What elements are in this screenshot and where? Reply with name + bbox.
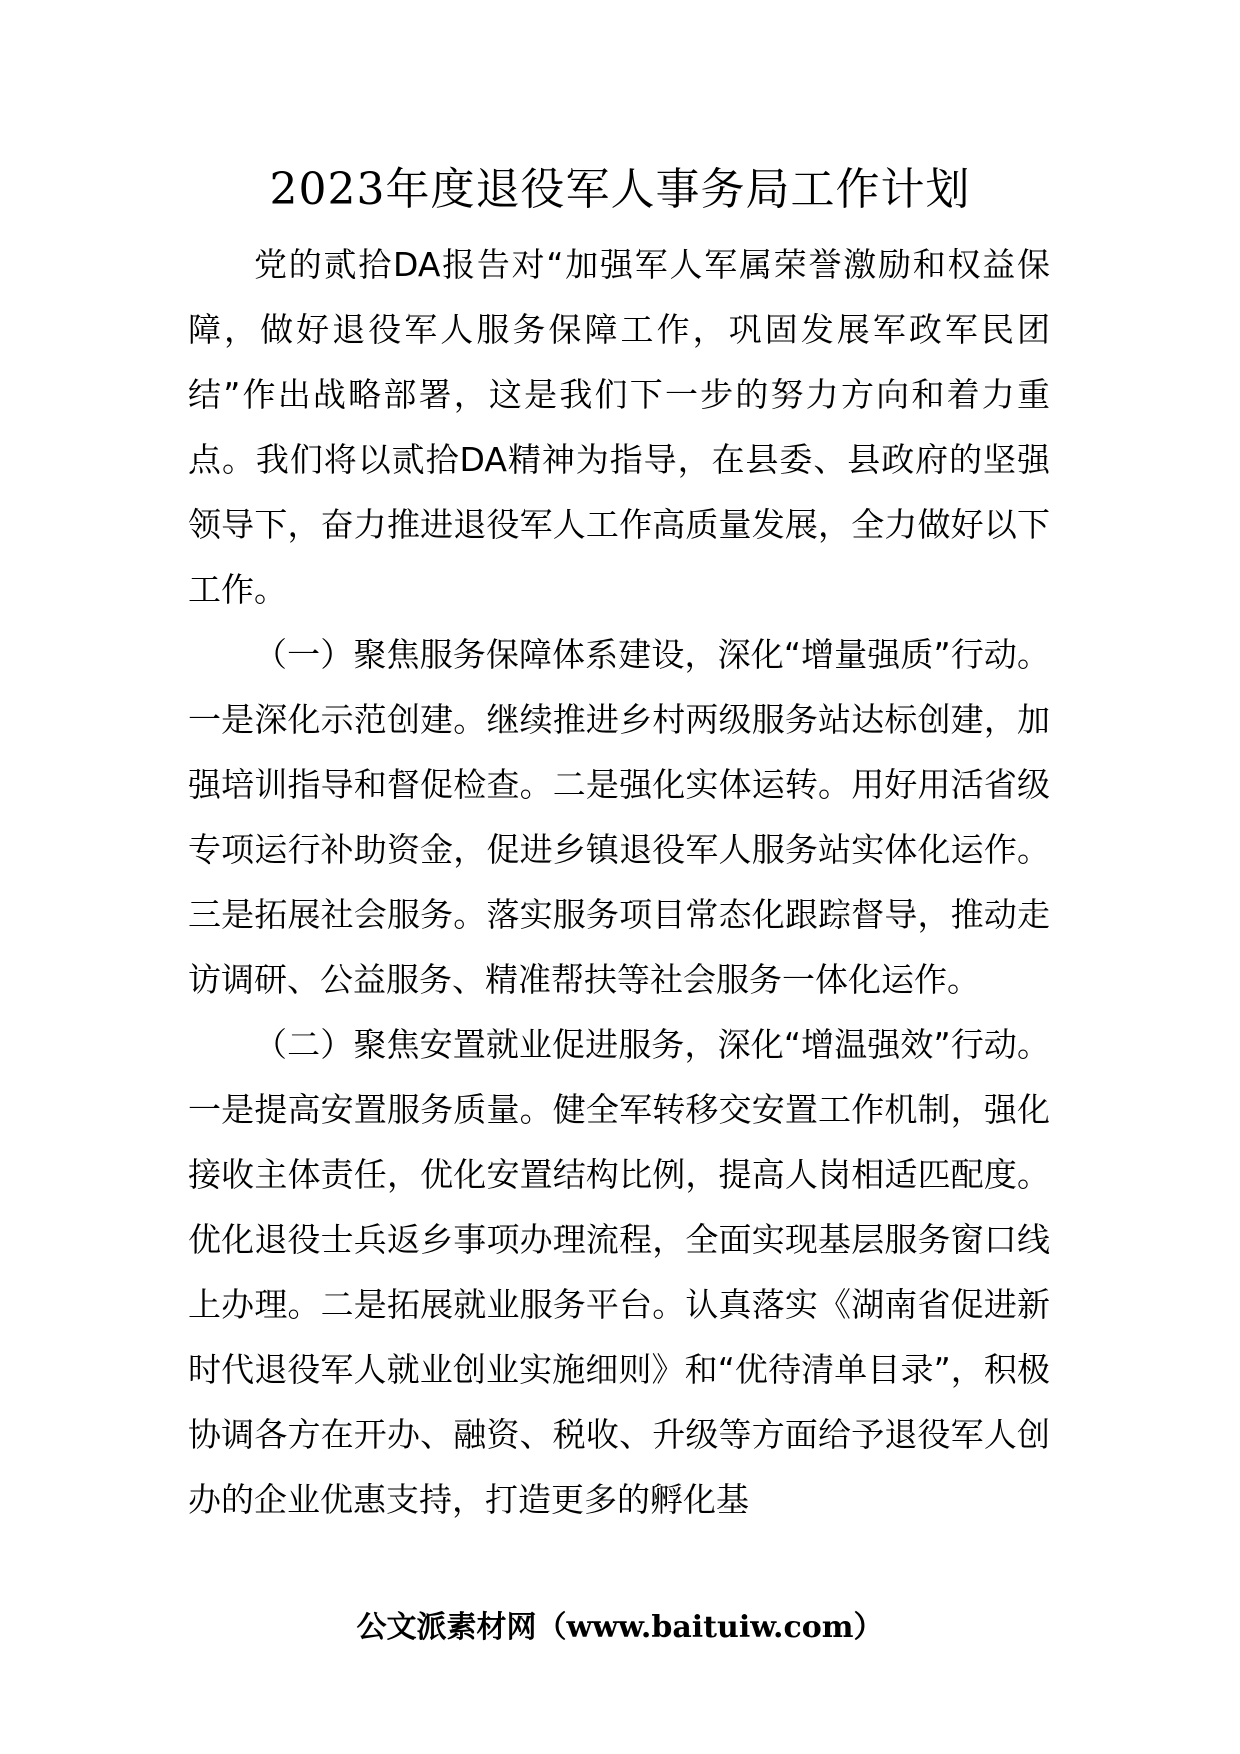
paragraph-section-one: （一）聚焦服务保障体系建设，深化“增量强质”行动。一是深化示范创建。继续推进乡村两级服务站达标创建，加强培训指导和督促检查。二是强化实体运转。用好用活省级专项运行补助资金，促进乡镇退役军人服务站实体化运作。三是拓展社会服务。落实服务项目常态化跟踪督导，推动走访调研、公益服务、精准帮扶等社会服务一体化运作。 [188, 635, 1050, 999]
document-title: 2023年度退役军人事务局工作计划 [269, 164, 971, 215]
paragraph-section-two: （二）聚焦安置就业促进服务，深化“增温强效”行动。一是提高安置服务质量。健全军转移交安置工作机制，强化接收主体责任，优化安置结构比例，提高人岗相适匹配度。优化退役士兵返乡事项办理流程，全面实现基层服务窗口线上办理。二是拓展就业服务平台。认真落实《湖南省促进新时代退役军人就业创业实施细则》和“优待清单目录”，积极协调各方在开办、融资、税收、升级等方面给予退役军人创办的企业优惠支持，打造更多的孵化基 [188, 1025, 1050, 1519]
document-body [188, 232, 1050, 1532]
footer-watermark: 公文派素材网（www.baituiw.com） [356, 1610, 884, 1645]
paragraph-intro: 党的贰拾DA报告对“加强军人军属荣誉激励和权益保障，做好退役军人服务保障工作，巩固发展军政军民团结”作出战略部署，这是我们下一步的努力方向和着力重点。我们将以贰拾DA精神为指导，在县委、县政府的坚强领导下，奋力推进退役军人工作高质量发展，全力做好以下工作。 [188, 245, 1050, 609]
